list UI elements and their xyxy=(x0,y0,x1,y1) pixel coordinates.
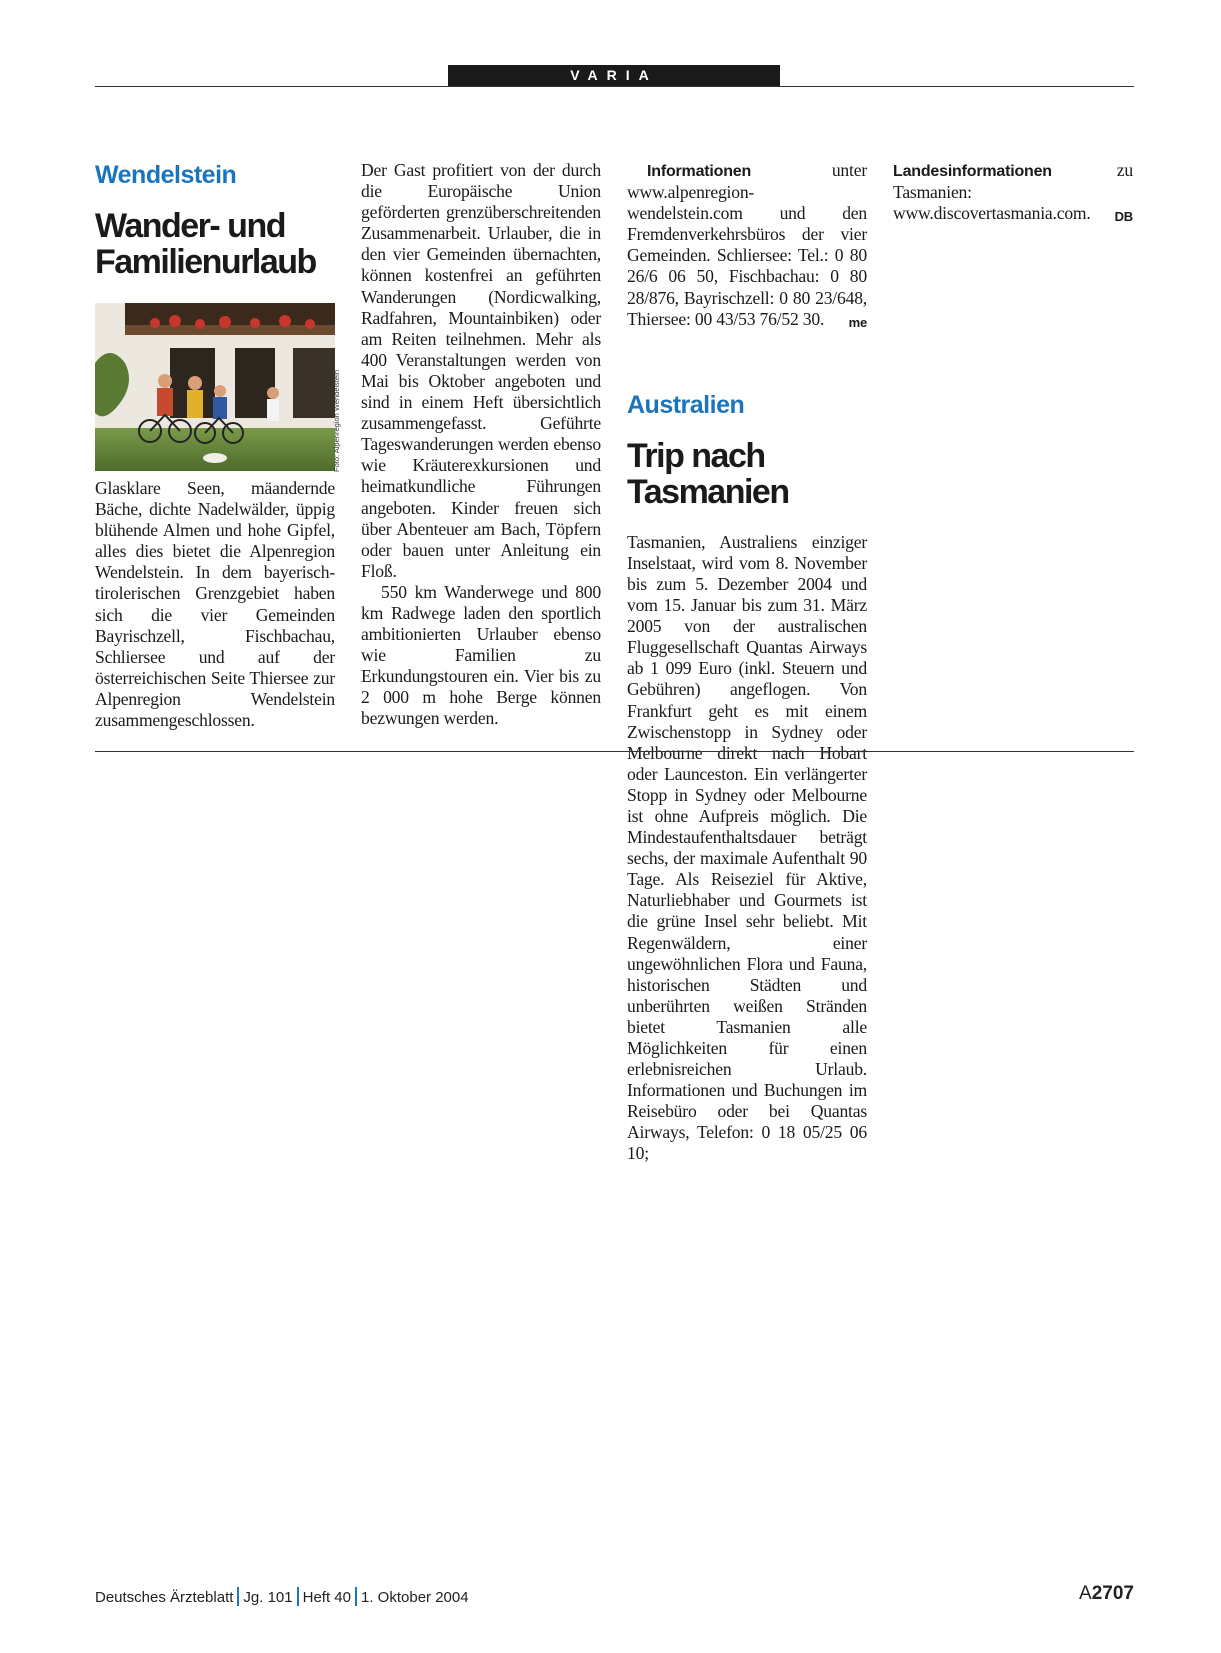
footer-issue: Heft 40 xyxy=(302,1589,351,1606)
footer-volume: Jg. 101 xyxy=(243,1589,293,1606)
article2-info-text: zu Tasmanien: www.discovertasmania.com. xyxy=(893,160,1133,224)
column-1 xyxy=(95,160,335,280)
footer xyxy=(95,1587,469,1606)
article2-author: DB xyxy=(1114,209,1133,225)
article1-headline-line1: Wander- und xyxy=(95,207,285,245)
footer-journal: Deutsches Ärzteblatt xyxy=(95,1589,234,1606)
article2-continuation xyxy=(893,160,1133,224)
footer-separator xyxy=(355,1587,357,1606)
article1-photo xyxy=(95,303,335,471)
section-banner: VARIA xyxy=(448,65,780,86)
page-number xyxy=(1079,1583,1134,1605)
article1-info-label: Informationen xyxy=(647,163,752,180)
column-2 xyxy=(361,160,601,730)
article1-body-p1: Der Gast profitiert von der durch die Europäische Union geförderten grenzüberschreitenden Zusammenarbeit. Urlauber, die in den vier Gemeinden übernachten, können kostenfrei an geführten Wanderungen (Nordicwalking, Radfahren, Mountainbiken) oder am Reiten teilnehmen. Mehr als 400 Veranstaltungen werden von Mai bis Oktober angeboten und sind in einem Heft übersichtlich zusammengefasst. Geführte Tageswanderungen werden ebenso wie Kräuterexkursionen und heimatkundliche Führungen angeboten. Kinder freuen sich über Abenteuer am Bach, Töpfern oder bauen unter Anleitung ein Floß. xyxy=(361,160,601,581)
article2-headline xyxy=(627,438,867,510)
bottom-rule xyxy=(95,751,1134,752)
photo-credit: Foto: Alpenregion Wendelstein xyxy=(332,369,341,472)
article1-headline xyxy=(95,208,335,280)
article2-body xyxy=(627,532,867,1165)
article1-info xyxy=(627,160,867,330)
top-rule xyxy=(95,86,1134,87)
article1-intro: Glasklare Seen, mäandernde Bäche, dichte Nadelwälder, üppig blühende Almen und hohe Gipfel, alles dies bietet die Alpenregion Wendelstein. In dem bayerisch-tirolerischen Grenzgebiet haben sich die vier Gemeinden Bayrischzell, Fischbachau, Schliersee und auf der österreichischen Seite Thiersee zur Alpenregion Wendelstein zusammengeschlossen. xyxy=(95,478,335,731)
article1-author: me xyxy=(848,314,867,330)
page-number-value: 2707 xyxy=(1091,1583,1134,1604)
article1-kicker: Wendelstein xyxy=(95,161,237,189)
article2-headline-line1: Trip nach xyxy=(627,436,765,475)
column-1-text xyxy=(95,478,335,731)
column-4 xyxy=(893,160,1133,227)
article2-kicker: Australien xyxy=(627,390,745,419)
footer-date: 1. Oktober 2004 xyxy=(361,1589,469,1606)
article1-info-text: unter www.alpenregion-wendelstein.com und den Fremdenverkehrsbüros der vier Gemeinden. Schliersee: Tel.: 0 80 26/6 06 50, Fischbachau: 0 80 28/876, Bayrischzell: 0 80 23/648, Thiersee: 00 43/53 76/52 30. xyxy=(627,160,867,329)
article2-text: Tasmanien, Australiens einziger Inselstaat, wird vom 8. November bis zum 5. Dezember 2004 und vom 15. Januar bis zum 31. März 2005 von der australischen Fluggesellschaft Quantas Airways ab 1 099 Euro (inkl. Steuern und Gebühren) angeflogen. Von Frankfurt geht es mit einem Zwischenstopp in Sydney oder Melbourne direkt nach Hobart oder Launceston. Ein verlängerter Stopp in Sydney oder Melbourne ist ohne Aufpreis möglich. Die Mindestaufenthaltsdauer beträgt sechs, der maximale Aufenthalt 90 Tage. Als Reiseziel für Aktive, Naturliebhaber und Gourmets ist die grüne Insel sehr beliebt. Mit Regenwäldern, einer ungewöhnlichen Flora und Fauna, historischen Städten und unberührten weißen Stränden bietet Tasmanien alle Möglichkeiten für einen erlebnisreichen Urlaub. Informationen und Buchungen im Reisebüro oder bei Quantas Airways, Telefon: 0 18 05/25 06 10; xyxy=(627,531,867,1164)
article1-headline-line2: Familienurlaub xyxy=(95,243,316,281)
footer-separator xyxy=(297,1587,299,1606)
article1-body-p2: 550 km Wanderwege und 800 km Radwege laden den sportlich ambitionierten Urlauber ebenso wie Familien zu Erkundungstouren ein. Vier bis zu 2 000 m hohe Berge können bezwungen werden. xyxy=(361,581,601,729)
article2-headline-line2: Tasmanien xyxy=(627,472,789,511)
column-3 xyxy=(627,160,867,1165)
page-prefix: A xyxy=(1079,1583,1092,1604)
article1-body-p2-wrap xyxy=(361,582,601,730)
article2-info-label: Landesinformationen xyxy=(893,163,1052,180)
footer-separator xyxy=(237,1587,239,1606)
